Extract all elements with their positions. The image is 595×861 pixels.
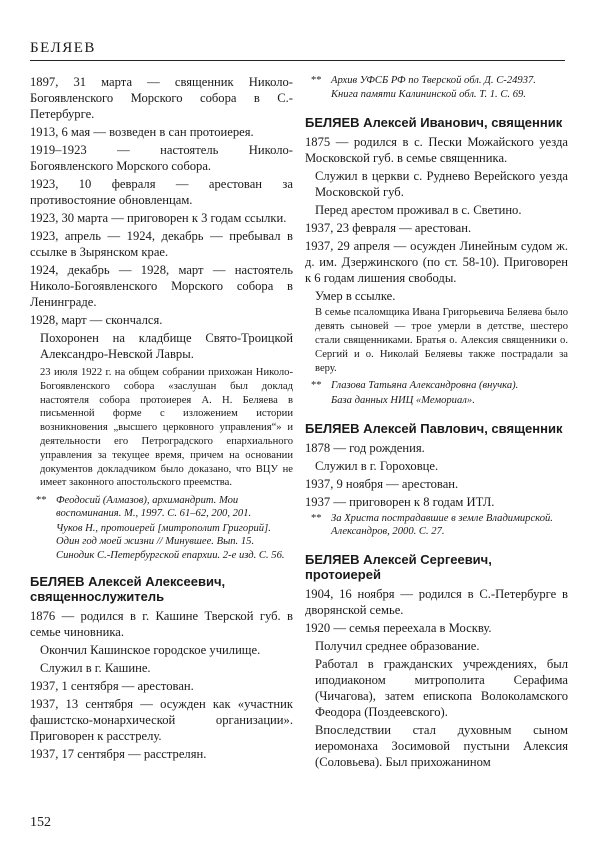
entry: 1923, 30 марта — приговорен к 3 годам ссылки.: [30, 211, 287, 225]
sources-block: [305, 512, 568, 538]
entry: 1937, 13 сентября — осужден как «участник фашистско-монархической организации». Приговорен к расстрелу.: [30, 697, 293, 744]
person-heading: БЕЛЯЕВ Алексей Алексеевич, священнослужитель: [30, 574, 226, 605]
sources-mark: **: [36, 495, 47, 507]
source-line: Архив УФСБ РФ по Тверской обл. Д. С-24937.: [331, 75, 536, 86]
source-line: Синодик С.-Петербургской епархии. 2-е изд. С. 56.: [56, 549, 285, 561]
sources-mark: **: [311, 380, 322, 392]
sources-mark: **: [311, 75, 322, 86]
person-heading: БЕЛЯЕВ Алексей Сергеевич, протоиерей: [305, 552, 492, 583]
person-heading: БЕЛЯЕВ Алексей Павлович, священник: [305, 420, 563, 436]
entry: 1876 — родился в г. Кашине Тверской губ. в семье чиновника.: [30, 609, 293, 640]
entry: 1897, 31 марта — священник Николо-Богоявленского Морского собора в С.-Петербурге.: [30, 75, 293, 121]
left-column: [30, 74, 293, 764]
detail: Служил в г. Кашине.: [40, 661, 151, 676]
source-line: Книга памяти Калининской обл. Т. 1. С. 69.: [331, 89, 526, 101]
entry: 1937, 1 сентября — арестован.: [30, 679, 194, 694]
entry: 1937, 9 ноября — арестован.: [305, 476, 459, 491]
source-line: Чуков Н., протоиерей [митрополит Григорий]. Один год моей жизни // Минувшее. Вып. 15.: [56, 522, 271, 547]
source-line: Глазова Татьяна Александровна (внучка).: [331, 380, 519, 392]
entry: 1920 — семья переехала в Москву.: [305, 621, 492, 636]
right-column: [305, 74, 568, 772]
detail: Работал в гражданских учреждениях, был иподиаконом митрополита Серафима (Чичагова), затем епископа Волоколамского Феодора (Поздеевского).: [315, 657, 568, 720]
entry: 1904, 16 ноября — родился в С.-Петербурге в дворянской семье.: [305, 587, 568, 618]
entry: 1937, 17 сентября — расстрелян.: [30, 747, 207, 762]
sources-mark: **: [311, 512, 322, 524]
sources-block: [305, 74, 568, 101]
entry: 1913, 6 мая — возведен в сан протоиерея.: [30, 125, 254, 139]
running-title: БЕЛЯЕВ: [30, 40, 96, 56]
page-number: 152: [30, 815, 51, 830]
entry: 1928, март — скончался.: [30, 313, 163, 327]
detail: Служил в г. Гороховце.: [315, 458, 439, 473]
entry: 1919–1923 — настоятель Николо-Богоявленского Морского собора.: [30, 143, 293, 173]
detail: Впоследствии стал духовным сыном иеромонаха Зосимовой пустыни Алексия (Соловьева). Был прихожанином: [315, 723, 568, 770]
sources-block: [30, 494, 293, 562]
source-line: База данных НИЦ «Мемориал».: [331, 394, 475, 406]
entry: 1923, 10 февраля — арестован за противостояние обновленцам.: [30, 177, 293, 207]
detail: Служил в церкви с. Руднево Верейского уезда Московской губ.: [315, 169, 568, 200]
detail: Перед арестом проживал в с. Светино.: [315, 203, 522, 218]
entry: 1875 — родился в с. Пески Можайского уезда Московской губ. в семье священника.: [305, 135, 568, 166]
running-header: [30, 38, 565, 61]
entry: 1937, 29 апреля — осужден Линейным судом ж. д. им. Дзержинского (по ст. 58-10). Приговорен к 6 годам лишения свободы.: [305, 239, 568, 286]
entry: 1878 — год рождения.: [305, 440, 425, 455]
entry: 1923, апрель — 1924, декабрь — пребывал в ссылке в Зырянском крае.: [30, 229, 293, 259]
detail: Окончил Кашинское городское училище.: [40, 643, 261, 658]
death-text: Умер в ссылке.: [315, 289, 396, 304]
entry: 1937 — приговорен к 8 годам ИТЛ.: [305, 494, 495, 509]
note-text: В семье псаломщика Ивана Григорьевича Беляева было девять сыновей — трое умерли в детстве, шестеро стали священниками. Братья о. Алексия священники о. Сергий и о. Николай Беляевы также пострадали за веру.: [315, 307, 568, 374]
detail: Получил среднее образование.: [315, 639, 480, 654]
burial-text: Похоронен на кладбище Свято-Троицкой Александро-Невской Лавры.: [40, 331, 293, 361]
person-heading: БЕЛЯЕВ Алексей Иванович, священник: [305, 115, 563, 131]
sources-block: [305, 379, 568, 406]
entry: 1924, декабрь — 1928, март — настоятель Николо-Богоявленского Морского собора в Ленинграде.: [30, 263, 293, 309]
source-line: Феодосий (Алмазов), архимандрит. Мои воспоминания. М., 1997. С. 61–62, 200, 201.: [56, 495, 252, 520]
source-line: За Христа пострадавшие в земле Владимирской. Александров, 2000. С. 27.: [331, 512, 553, 537]
note-text: 23 июля 1922 г. на общем собрании прихожан Николо-Богоявленского собора «заслушан был доклад настоятеля собора протоиерея А. Н. Беляева в письменной форме с изложением истории возникновения „высшего церковного управления“» и деятельности его Петроградского епархиального управления за текущее время, причем на основании документов докладчиком было доказано, что ВЦУ не имеет законного апостольского преемства.: [40, 367, 293, 489]
entry: 1937, 23 февраля — арестован.: [305, 221, 472, 236]
